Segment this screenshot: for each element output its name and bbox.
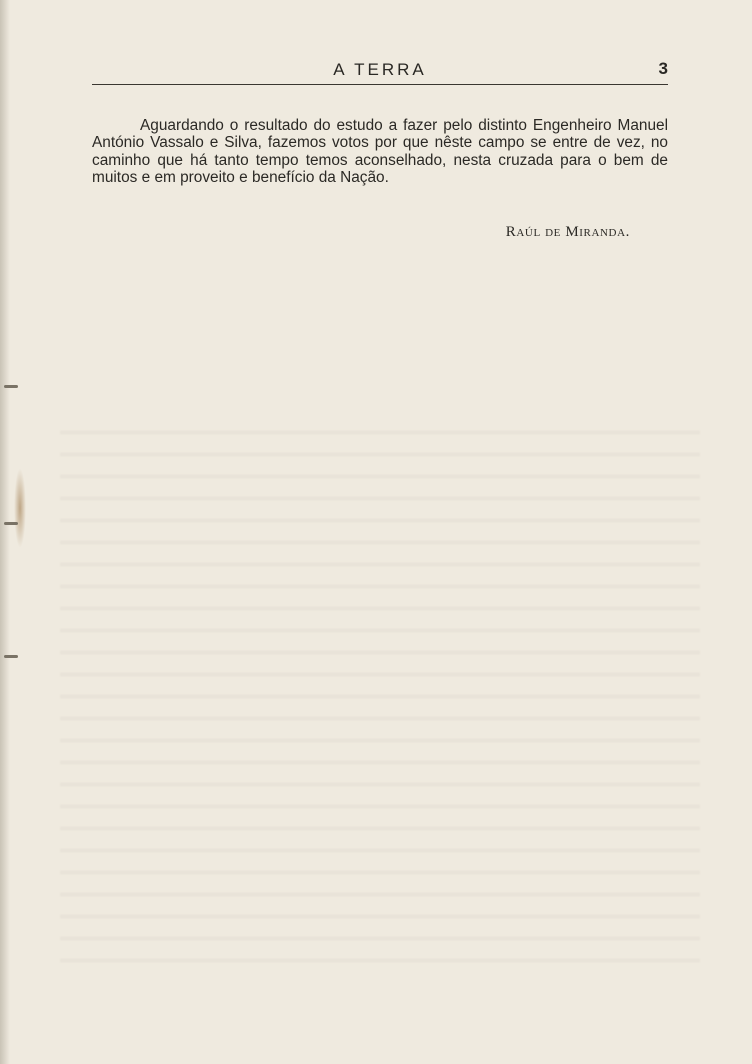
author-signature: Raúl de Miranda.: [505, 224, 630, 240]
rust-stain: [14, 468, 26, 548]
binding-mark: [4, 522, 18, 525]
binding-mark: [4, 385, 18, 388]
bleed-through-text: [60, 420, 700, 980]
binding-mark: [4, 655, 18, 658]
body-paragraph: Aguardando o resultado do estudo a fazer pelo distinto Engenheiro Manuel António Vassalo e Silva, fazemos votos por que nêste campo se entre de vez, no caminho que há tanto tempo temos aconselhado, nesta cruzada para o bem de muitos e em proveito e benefício da Nação.: [92, 117, 668, 187]
running-title: A TERRA: [333, 60, 427, 79]
header-rule: [92, 84, 668, 85]
page-gutter-shadow: [0, 0, 10, 1064]
running-header: [92, 58, 668, 86]
page-number: 3: [658, 59, 668, 78]
